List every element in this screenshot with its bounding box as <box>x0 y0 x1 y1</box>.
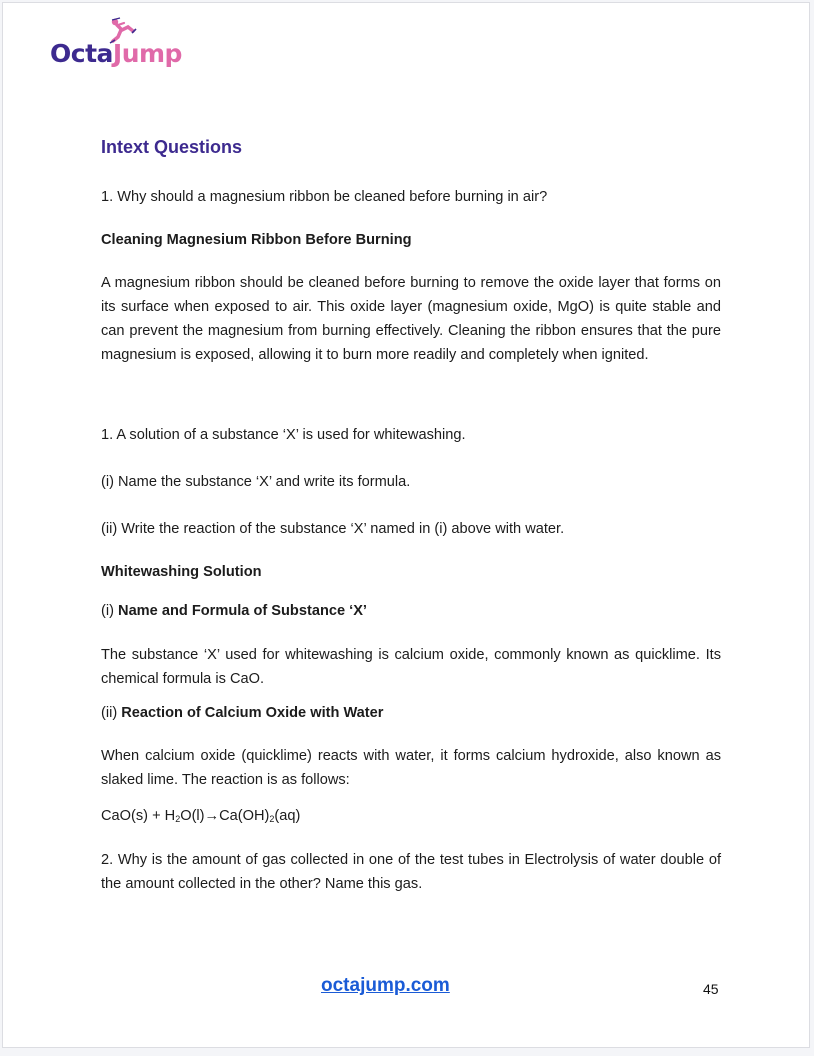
question-1: 1. Why should a magnesium ribbon be cleaned before burning in air? <box>101 189 548 205</box>
question-2-part-i: (i) Name the substance ‘X’ and write its formula. <box>101 474 411 490</box>
logo-octa: Octa <box>50 39 113 68</box>
question-2: 1. A solution of a substance ‘X’ is used for whitewashing. <box>101 427 466 443</box>
sub-heading-ii-text: Reaction of Calcium Oxide with Water <box>121 705 384 721</box>
sub-heading-i-text: Name and Formula of Substance ‘X’ <box>118 603 367 619</box>
section-title: Intext Questions <box>101 137 243 157</box>
document-page <box>2 2 810 1048</box>
question-3: 2. Why is the amount of gas collected in one of the test tubes in Electrolysis of water double of the amount collected in the other? Name this gas. <box>101 852 721 892</box>
logo-wordmark <box>50 41 182 66</box>
equation-part: (aq) <box>274 808 301 824</box>
page-number: 45 <box>703 981 719 997</box>
answer-heading-2: Whitewashing Solution <box>101 564 262 580</box>
equation-part: O(l)→Ca(OH) <box>180 808 270 824</box>
answer-paragraph-1: A magnesium ribbon should be cleaned before burning to remove the oxide layer that forms on its surface when exposed to air. This oxide layer (magnesium oxide, MgO) is quite stable and can prevent the magnesium from burning effectively. Cleaning the ribbon ensures that the pure magnesium is exposed, allowing it to burn more readily and completely when ignited. <box>101 275 721 363</box>
answer-paragraph-ii: When calcium oxide (quicklime) reacts with water, it forms calcium hydroxide, also known as slaked lime. The reaction is as follows: <box>101 748 721 788</box>
sub-heading-ii-prefix: (ii) <box>101 705 122 721</box>
sub-heading-i <box>101 603 367 619</box>
footer-website-link[interactable]: octajump.com <box>321 975 450 996</box>
sub-heading-ii <box>101 705 383 721</box>
answer-heading-1: Cleaning Magnesium Ribbon Before Burning <box>101 232 412 248</box>
equation-subscript: 2 <box>175 814 181 824</box>
chemical-equation <box>101 808 300 824</box>
equation-subscript: 2 <box>269 814 275 824</box>
logo-jump: Jump <box>112 39 182 68</box>
question-2-part-ii: (ii) Write the reaction of the substance ‘X’ named in (i) above with water. <box>101 521 565 537</box>
answer-paragraph-i: The substance ‘X’ used for whitewashing is calcium oxide, commonly known as quicklime. Its chemical formula is CaO. <box>101 647 721 687</box>
octajump-logo <box>50 17 190 77</box>
sub-heading-i-prefix: (i) <box>101 603 119 619</box>
equation-part: CaO(s) + H <box>101 808 176 824</box>
